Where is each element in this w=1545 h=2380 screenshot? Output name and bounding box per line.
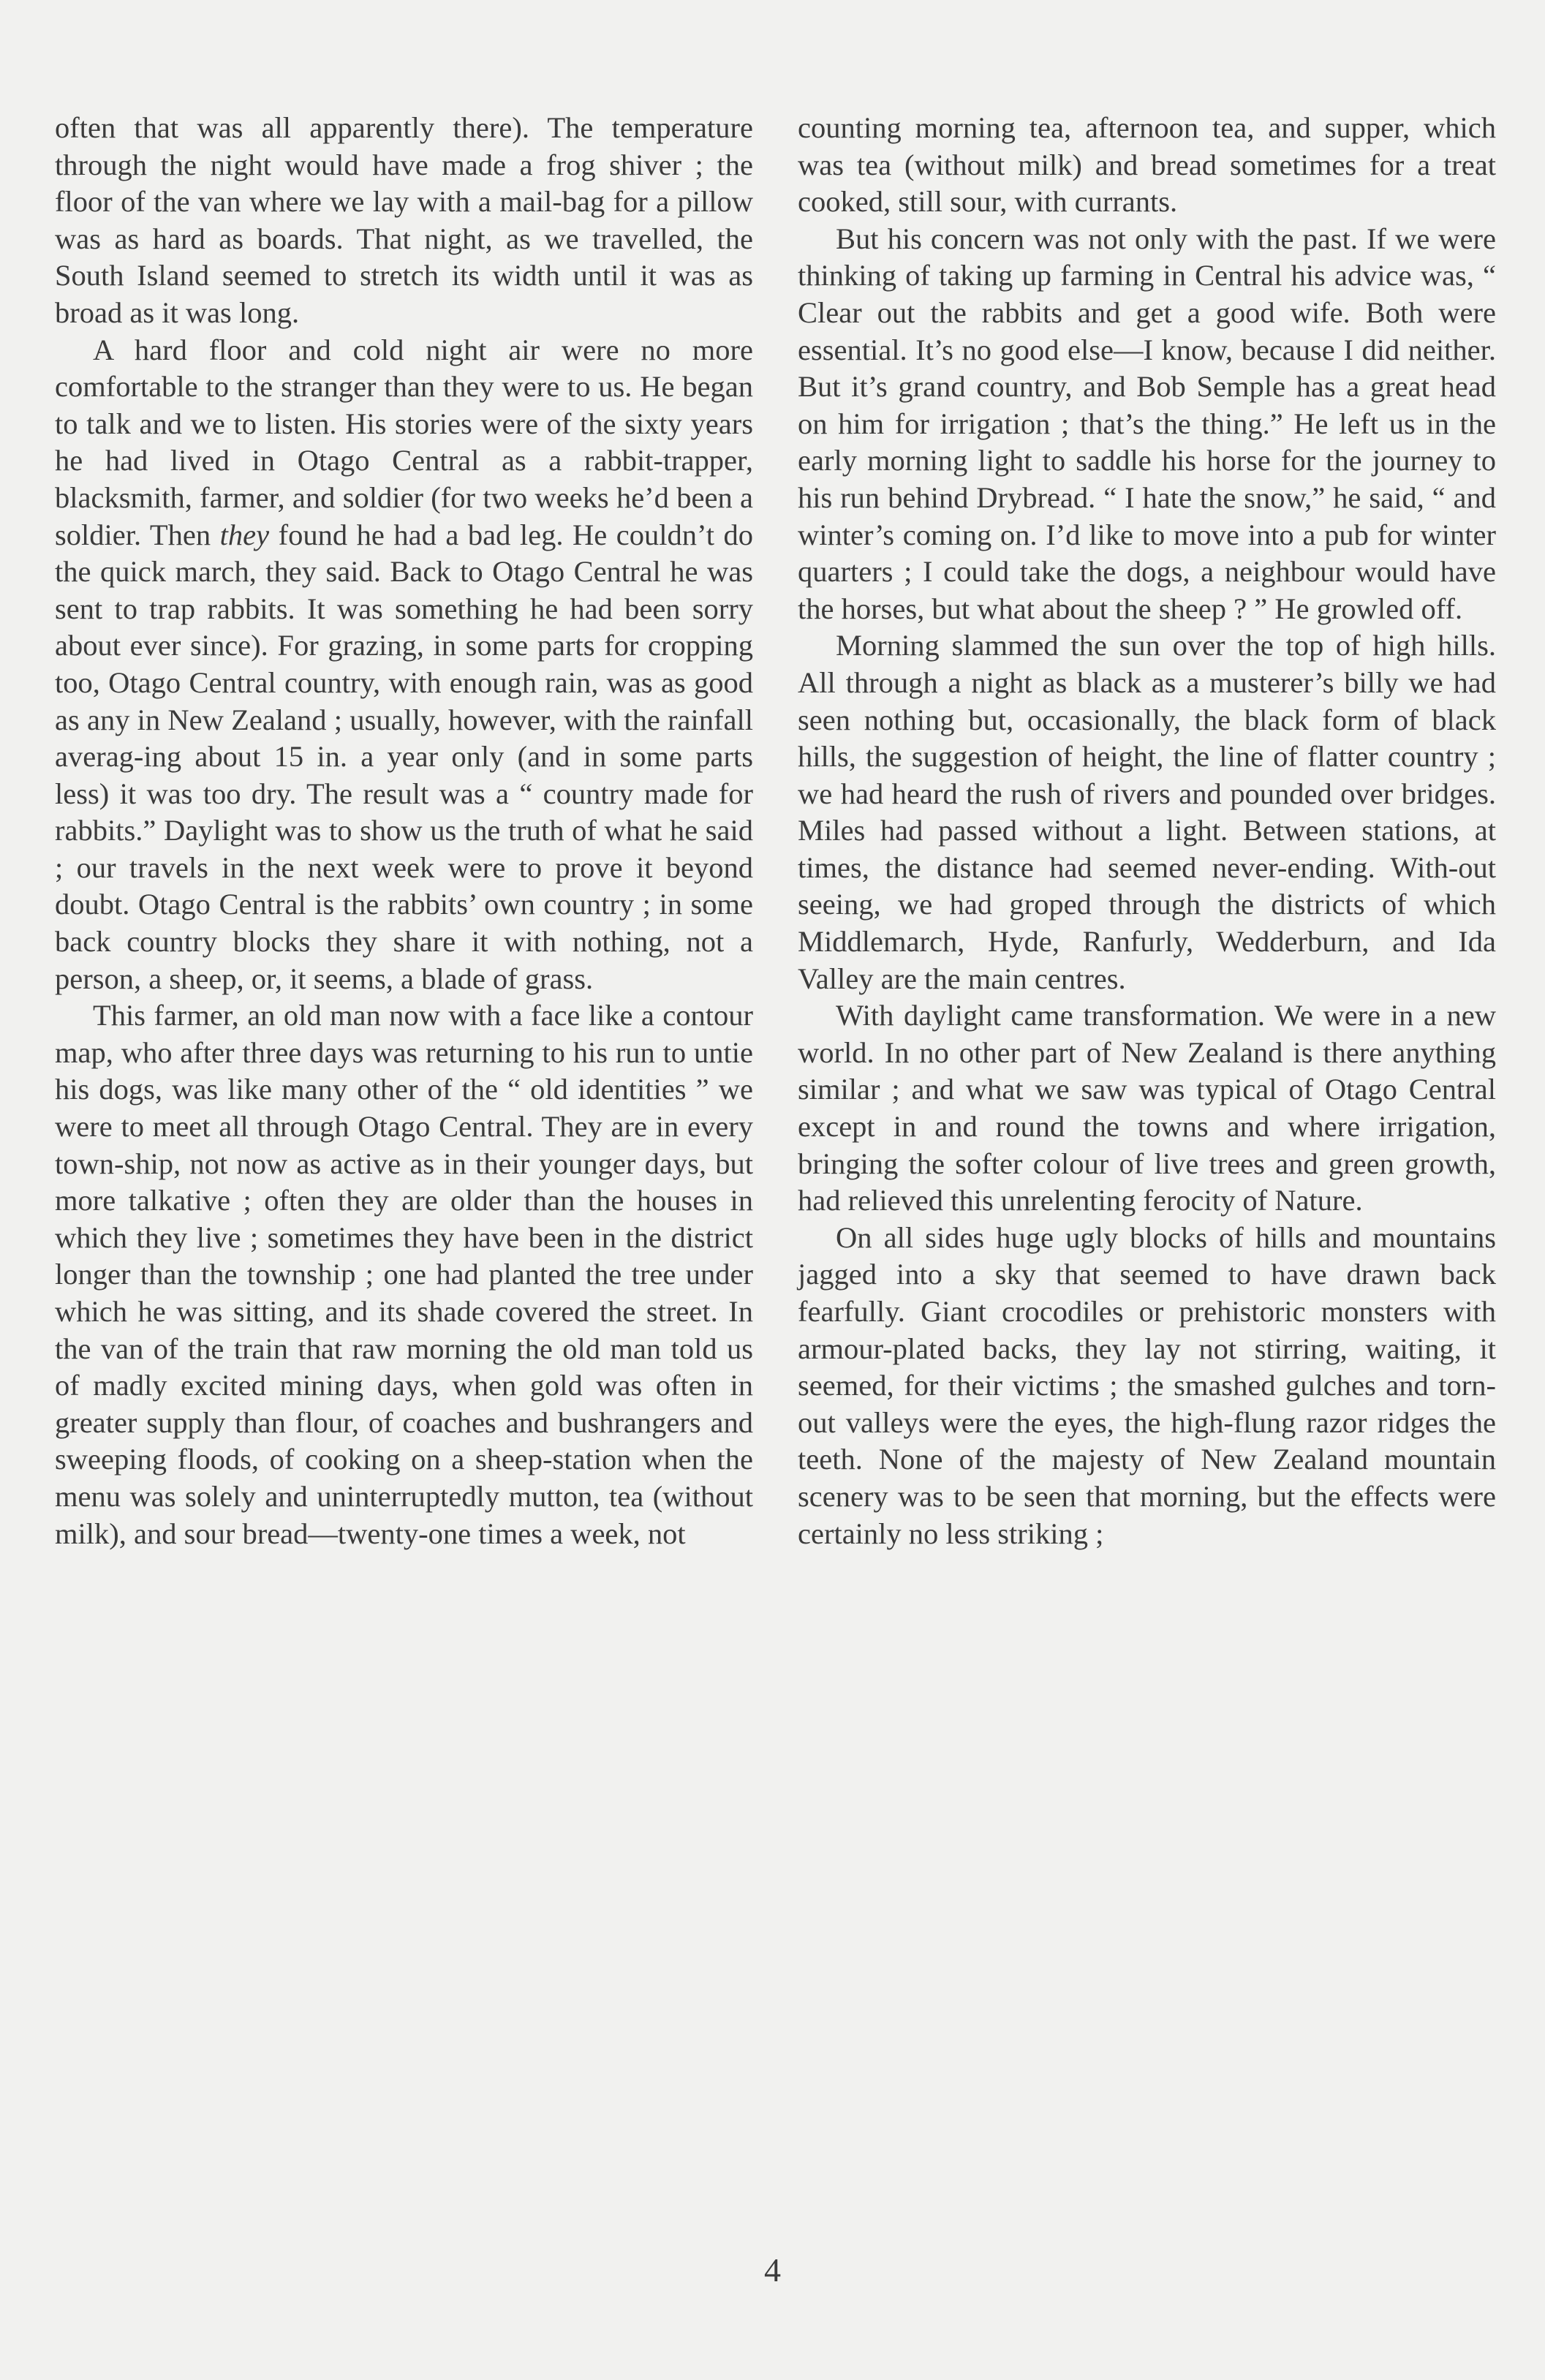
paragraph-text: A hard floor and cold night air were no more comfortable to the stranger than they were to us. He began to talk and we to listen. His stories were of the sixty years he had lived in Otago Central as a rabbit-trapper, blacksmith, farmer, and soldier (for two weeks he’d been a soldier. Then [55,333,753,551]
paragraph: often that was all apparently there). The temperature through the night would have made a frog shiver ; the floor of the van where we lay with a mail-bag for a pillow was as hard as boards. That night, as we travelled, the South Island seemed to stretch its width until it was as broad as it was long. [55,111,753,329]
paragraph: With daylight came transformation. We were in a new world. In no other part of New Zealand is there anything similar ; and what we saw was typical of Otago Central except in and round the towns and where irrigation, bringing the softer colour of live trees and green growth, had relieved this unrelenting ferocity of Nature. [798,999,1496,1217]
italic-word: they [219,518,270,551]
paragraph: This farmer, an old man now with a face like a contour map, who after three days was returning to his run to untie his dogs, was like many other of the “ old identities ” we were to meet all through Otago Central. They are in every town-ship, not now as active as in their younger days, but more talkative ; often they are older than the houses in which they live ; sometimes they have been in the district longer than the township ; one had planted the tree under which he was sitting, and its shade covered the street. In the van of the train that raw morning the old man told us of madly excited mining days, when gold was often in greater supply than flour, of coaches and bushrangers and sweeping floods, of cooking on a sheep-station when the menu was solely and uninterruptedly mutton, tea (without milk), and sour bread—twenty-one times a week, not [55,999,753,1550]
page-number: 4 [764,2251,781,2289]
left-column [55,110,753,2215]
paragraph: But his concern was not only with the past. If we were thinking of taking up farming in Central his advice was, “ Clear out the rabbits and get a good wife. Both were essential. It’s no good else—I know, because I did neither. But it’s grand country, and Bob Semple has a great head on him for irrigation ; that’s the thing.” He left us in the early morning light to saddle his horse for the journey to his run behind Drybread. “ I hate the snow,” he said, “ and winter’s coming on. I’d like to move into a pub for winter quarters ; I could take the dogs, a neighbour would have the horses, but what about the sheep ? ” He growled off. [798,222,1496,625]
paragraph: Morning slammed the sun over the top of high hills. All through a night as black as a musterer’s billy we had seen nothing but, occasionally, the black form of black hills, the suggestion of height, the line of flatter country ; we had heard the rush of rivers and pounded over bridges. Miles had passed without a light. Between stations, at times, the distance had seemed never-ending. With-out seeing, we had groped through the districts of which Middlemarch, Hyde, Ranfurly, Wedderburn, and Ida Valley are the main centres. [798,629,1496,995]
paragraph-text: found he had a bad leg. He couldn’t do the quick march, they said. Back to Otago Central he was sent to trap rabbits. It was something he had been sorry about ever since). For grazing, in some parts for cropping too, Otago Central country, with enough rain, was as good as any in New Zealand ; usually, however, with the rainfall averag-ing about 15 in. a year only (and in some parts less) it was too dry. The result was a “ country made for rabbits.” Daylight was to show us the truth of what he said ; our travels in the next week were to prove it beyond doubt. Otago Central is the rabbits’ own country ; in some back country blocks they share it with nothing, not a person, a sheep, or, it seems, a blade of grass. [55,518,754,995]
paragraph [55,332,753,998]
paragraph: On all sides huge ugly blocks of hills and mountains jagged into a sky that seemed to have drawn back fearfully. Giant crocodiles or prehistoric monsters with armour-plated backs, they lay not stirring, waiting, it seemed, for their victims ; the smashed gulches and torn-out valleys were the eyes, the high-flung razor ridges the teeth. None of the majesty of New Zealand mountain scenery was to be seen that morning, but the effects were certainly no less striking ; [798,1220,1496,1550]
right-column [798,110,1496,2215]
paragraph: counting morning tea, afternoon tea, and supper, which was tea (without milk) and bread sometimes for a treat cooked, still sour, with currants. [798,111,1496,219]
